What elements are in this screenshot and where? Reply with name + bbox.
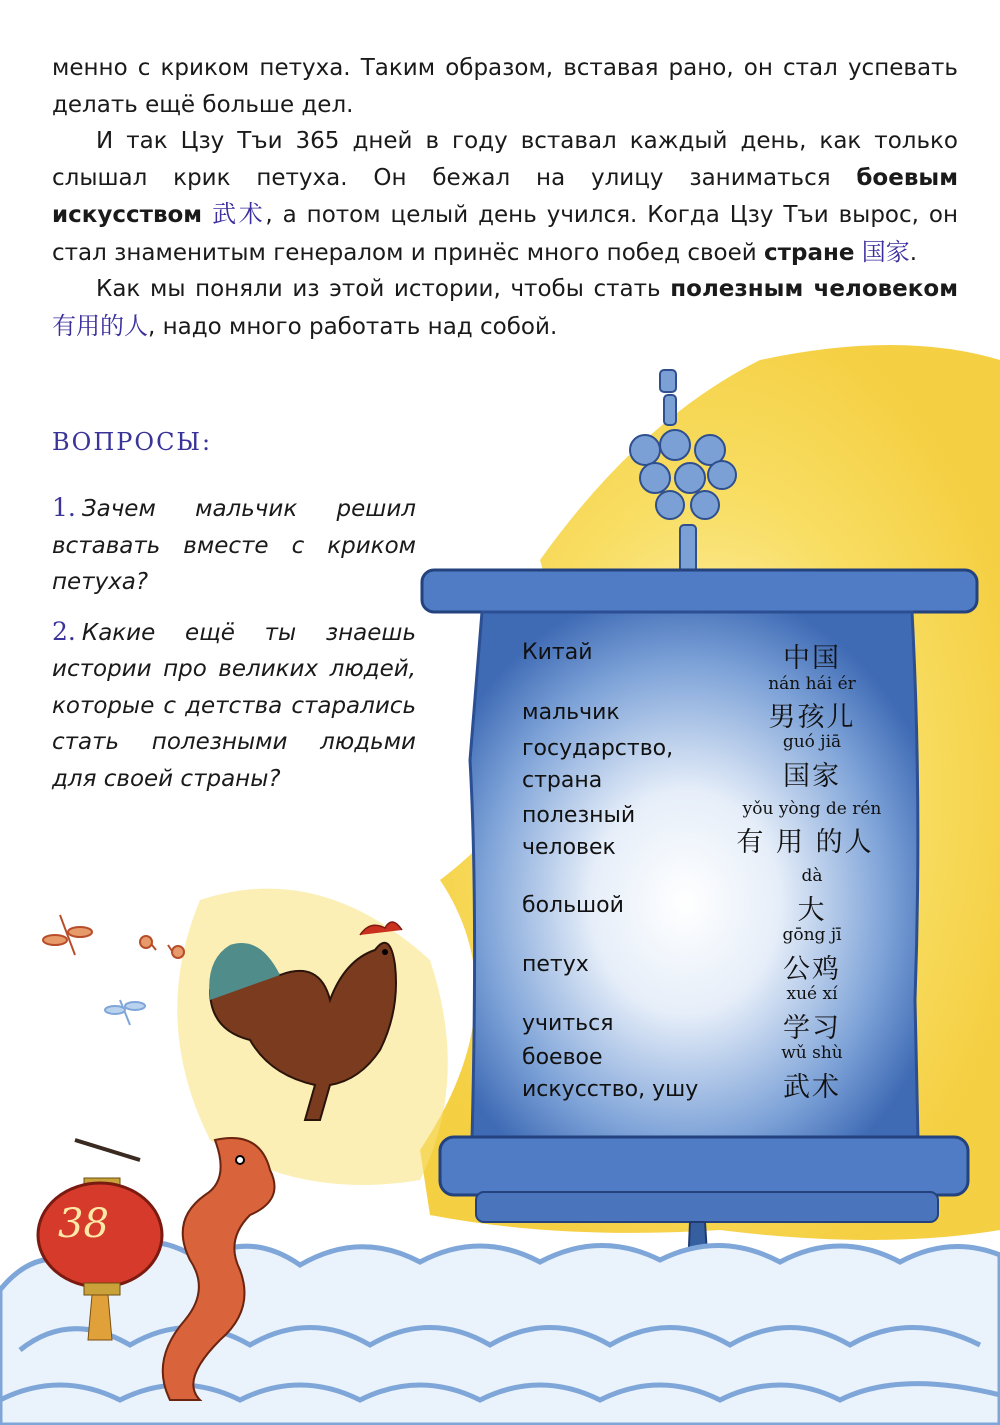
vocab-hanzi: 武术	[783, 1072, 841, 1103]
vocab-russian: большой	[522, 893, 624, 918]
vocab-hanzi: 男孩儿	[768, 702, 856, 733]
vocab-russian: Китай	[522, 640, 593, 665]
vocab-hanzi: 学习	[783, 1013, 841, 1044]
bold-term-useful-person: полезным человеком	[670, 276, 958, 302]
story-paragraph-3: Как мы поняли из этой истории, чтобы стать полезным человеком 有用的人, надо много работать над собой.	[52, 276, 958, 340]
scroll-top-rod	[422, 570, 977, 612]
vocab-hanzi: 大	[797, 895, 827, 926]
chinese-term-guojia: 国家	[861, 237, 910, 266]
vocab-pinyin: dà	[801, 866, 823, 886]
vocab-pinyin: xué xí	[786, 984, 838, 1004]
vocab-hanzi: 中国	[783, 643, 841, 674]
vocab-pinyin: guó jiā	[782, 732, 842, 752]
vocab-hanzi: 公鸡	[783, 954, 841, 985]
question-text: Какие ещё ты знаешь истории про великих людей, которые с детства старались стать полезными людьми для своей страны?	[52, 619, 416, 792]
question-1	[52, 490, 416, 601]
vocab-pinyin: yǒu yòng de rén	[742, 799, 882, 819]
scroll-bottom-rod	[440, 1137, 968, 1195]
question-2	[52, 614, 416, 798]
vocab-hanzi: 有 用 的人	[736, 827, 874, 858]
page-number: 38	[58, 1201, 109, 1247]
vocab-pinyin: nán hái ér	[768, 674, 856, 694]
vocab-russian: государство,	[522, 736, 674, 761]
vocab-pinyin: gōng jī	[782, 925, 842, 945]
question-text: Зачем мальчик решил вставать вместе с криком петуха?	[52, 496, 416, 595]
question-number: 1.	[52, 493, 76, 522]
questions-title: ВОПРОСЫ:	[52, 428, 213, 456]
bold-term-country: стране	[764, 239, 855, 266]
question-number: 2.	[52, 616, 76, 646]
clouds	[0, 1242, 1000, 1425]
chinese-term-youyongderen: 有用的人	[52, 311, 148, 340]
insects-illustration	[43, 915, 184, 1025]
story-text	[52, 50, 958, 345]
vocab-russian: мальчик	[522, 700, 620, 725]
vocab-russian-line2: искусство, ушу	[522, 1077, 699, 1102]
story-paragraph-2: И так Цзу Тъи 365 дней в году вставал каждый день, как только слышал крик петуха. Он бежал на улицу заниматься боевым искусством 武术, а потом целый день учился. Когда Цзу Тъи вырос, он стал знаменитым генералом и принёс много побед своей стране 国家.	[52, 128, 959, 266]
vocab-russian: петух	[522, 952, 589, 977]
bold-term-martial-arts: боевым искусством	[52, 164, 958, 228]
vocab-russian-line2: человек	[522, 835, 616, 860]
vocab-russian: учиться	[522, 1011, 614, 1036]
vocab-russian-line2: страна	[522, 768, 603, 793]
vocab-hanzi: 国家	[783, 761, 841, 792]
questions-list	[52, 490, 416, 810]
chinese-term-wushu: 武术	[212, 200, 266, 228]
vocab-pinyin: wǔ shù	[781, 1043, 843, 1063]
vocab-russian: полезный	[522, 803, 636, 828]
story-paragraph-1: менно с криком петуха. Таким образом, вставая рано, он стал успевать делать ещё больше дел.	[52, 55, 958, 118]
vocab-russian: боевое	[522, 1045, 603, 1070]
